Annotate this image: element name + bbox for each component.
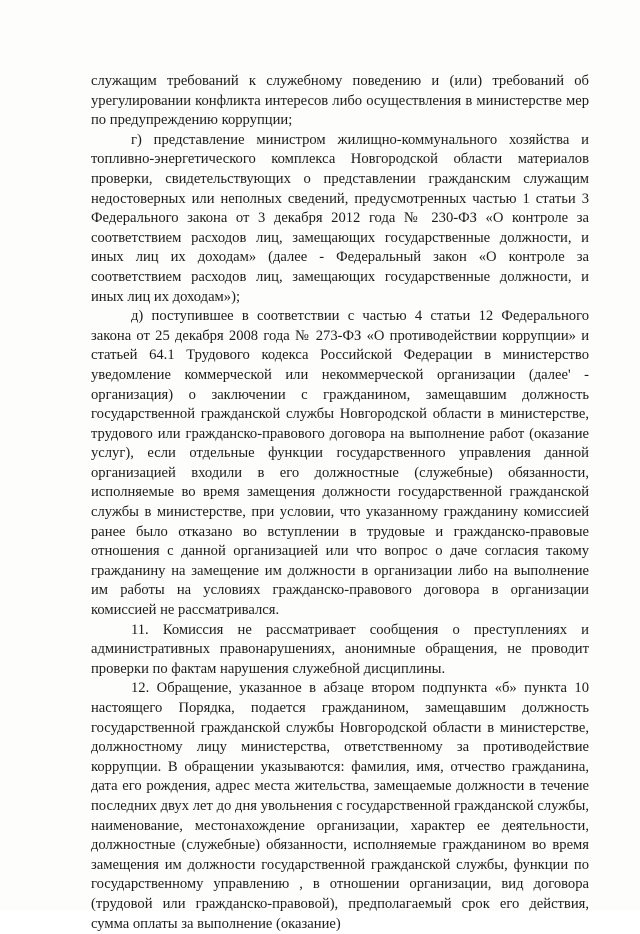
- document-body: [91, 72, 589, 934]
- paragraph-clause-11: 11. Комиссия не рассматривает сообщения о преступлениях и административных правонарушениях, анонимные обращения, не проводит проверки по фактам нарушения служебной дисциплины.: [91, 621, 589, 677]
- paragraph-continuation: служащим требований к служебному поведению и (или) требований об урегулировании конфликта интересов либо осуществления в министерстве мер по предупреждению коррупции;: [91, 73, 589, 129]
- paragraph-item-d: д) поступившее в соответствии с частью 4 статьи 12 Федерального закона от 25 декабря 2008 года № 273-ФЗ «О противодействии коррупции» и статьей 64.1 Трудового кодекса Российской Федерации в министерство уведомление коммерческой или некоммерческой организации (далее' - организация) о заключении с гражданином, замещавшим должность государственной гражданской службы Новгородской области в министерстве, трудового или гражданско-правового договора на выполнение работ (оказание услуг), если отдельные функции государственного управления данной организацией входили в его должностные (служебные) обязанности, исполняемые во время замещения должности государственной гражданской службы в министерстве, при условии, что указанному гражданину комиссией ранее было отказано во вступлении в трудовые и гражданско-правовые отношения с данной организацией или что вопрос о даче согласия такому гражданину на замещение им должности в организации либо на выполнение им работы на условиях гражданско-правового договора в организации комиссией не рассматривался.: [91, 308, 589, 619]
- paragraph-item-g: г) представление министром жилищно-коммунального хозяйства и топливно-энергетического комплекса Новгородской области материалов проверки, свидетельствующих о представлении гражданским служащим недостоверных или неполных сведений, предусмотренных частью 1 статьи 3 Федерального закона от 3 декабря 2012 года № 230-ФЗ «О контроле за соответствием расходов лиц, замещающих государственные должности, и иных лиц их доходам» (далее - Федеральный закон «О контроле за соответствием расходов лиц, замещающих государственные должности, и иных лиц их доходам»);: [91, 131, 589, 305]
- paragraph-clause-12: 12. Обращение, указанное в абзаце втором подпункта «б» пункта 10 настоящего Порядка, подается гражданином, замещавшим должность государственной гражданской службы Новгородской области в министерстве, должностному лицу министерства, ответственному за противодействие коррупции. В обращении указываются: фамилия, имя, отчество гражданина, дата его рождения, адрес места жительства, замещаемые должности в течение последних двух лет до дня увольнения с государственной гражданской службы, наименование, местонахождение организации, характер ее деятельности, должностные (служебные) обязанности, исполняемые гражданином во время замещения им должности государственной гражданской службы, функции по государственному управлению , в отношении организации, вид договора (трудовой или гражданско-правовой), предполагаемый срок его действия, сумма оплаты за выполнение (оказание): [91, 680, 589, 932]
